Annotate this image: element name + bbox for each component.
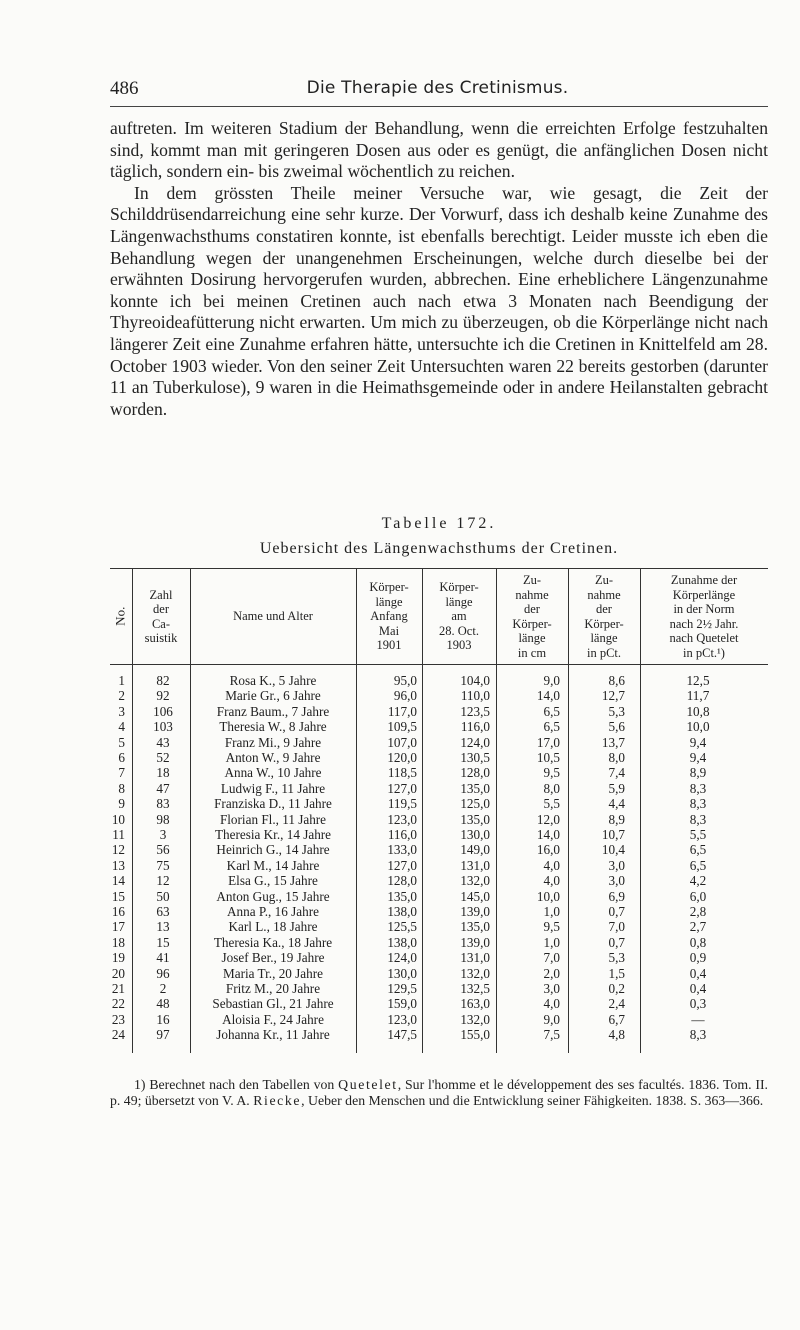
cell-k1: 96,0 [393, 688, 417, 704]
cell-z3: 6,5 [689, 857, 707, 873]
cell-name: Josef Ber., 19 Jahre [221, 950, 325, 966]
cell-k2: 132,0 [460, 965, 490, 981]
cell-name: Maria Tr., 20 Jahre [223, 965, 323, 981]
cell-k1: 159,0 [387, 996, 417, 1012]
cell-no: 13 [111, 857, 125, 873]
cell-k1: 147,5 [387, 1027, 417, 1043]
cell-zahl: 3 [159, 827, 167, 842]
header-rule [110, 106, 768, 107]
cell-name: Elsa G., 15 Jahre [228, 873, 318, 889]
cell-z1: 1,0 [543, 934, 560, 950]
cell-zahl: 16 [156, 1011, 170, 1027]
cell-zahl: 63 [156, 904, 170, 919]
cell-no: 18 [111, 934, 125, 950]
cell-k1: 130,0 [387, 965, 417, 981]
table-row [110, 812, 768, 827]
cell-zahl: 75 [156, 857, 170, 873]
cell-k2: 124,0 [460, 734, 490, 750]
table-row [110, 796, 768, 811]
cell-k1: 128,0 [387, 873, 417, 889]
cell-no: 14 [111, 873, 125, 889]
cell-name: Karl L., 18 Jahre [228, 919, 318, 935]
body-text [110, 118, 768, 420]
table-row [110, 889, 768, 904]
cell-no: 15 [111, 888, 125, 904]
cell-z2: 2,4 [608, 996, 625, 1012]
cell-z2: 0,7 [608, 934, 625, 950]
table-row [110, 1012, 768, 1027]
table-row [110, 842, 768, 857]
cell-z2: 3,0 [608, 857, 625, 873]
cell-z3: 5,5 [689, 827, 707, 842]
table-row [110, 950, 768, 965]
table-row [110, 765, 768, 780]
cell-z1: 2,0 [543, 965, 560, 981]
cell-z1: 1,0 [543, 904, 560, 919]
cell-k1: 107,0 [387, 734, 417, 750]
cell-zahl: 48 [156, 996, 170, 1012]
table-title: Tabelle 172. [381, 515, 497, 532]
footnote-pre: Berechnet nach den Tabellen von [149, 1077, 335, 1092]
cell-z1: 10,0 [536, 888, 560, 904]
cell-k1: 135,0 [387, 888, 417, 904]
table-row [110, 904, 768, 919]
cell-z1: 10,5 [536, 750, 560, 765]
cell-name: Karl M., 14 Jahre [226, 857, 320, 873]
cell-zahl: 13 [156, 919, 170, 935]
cell-z2: 5,3 [608, 703, 625, 719]
cell-zahl: 43 [156, 734, 170, 750]
cell-z2: 5,3 [608, 950, 625, 966]
cell-zahl: 52 [156, 750, 170, 765]
cell-z3: 9,4 [689, 734, 707, 750]
cell-name: Franziska D., 11 Jahre [214, 796, 332, 812]
header-no: No. [112, 606, 128, 627]
cell-no: 7 [118, 765, 125, 781]
cell-z1: 8,0 [543, 780, 560, 796]
cell-zahl: 41 [156, 950, 170, 966]
cell-no: 9 [118, 796, 125, 812]
cell-no: 5 [118, 734, 125, 750]
header-z2: Zu- nahme der Körper- länge in pCt. [584, 573, 624, 660]
cell-no: 8 [118, 780, 125, 796]
cell-name: Ludwig F., 11 Jahre [220, 780, 326, 796]
table-row [110, 935, 768, 950]
cell-k1: 116,0 [387, 827, 417, 842]
page-header [110, 78, 765, 104]
cell-k1: 117,0 [387, 703, 417, 719]
table-row [110, 966, 768, 981]
header-z1: Zu- nahme der Körper- länge in cm [512, 573, 552, 660]
cell-z3: 6,5 [689, 842, 707, 858]
cell-k2: 135,0 [460, 811, 490, 827]
cell-z1: 14,0 [536, 827, 560, 842]
cell-k2: 132,0 [460, 1011, 490, 1027]
cell-z2: 0,2 [608, 981, 625, 996]
footnote [110, 1077, 768, 1109]
table-row [110, 858, 768, 873]
paragraph-1: auftreten. Im weiteren Stadium der Behandlung, wenn die erreichten Erfolge festzuhalten sind, kommt man mit geringeren Dosen aus oder es genügt, die anfänglichen Dosen nicht täglich, sondern ein- bis zweimal wöchentlich zu reichen. [110, 118, 768, 182]
header-k1: Körper- länge Anfang Mai 1901 [369, 580, 409, 653]
table-row [110, 750, 768, 765]
cell-z3: 11,7 [686, 688, 710, 704]
cell-no: 24 [111, 1027, 125, 1043]
cell-z3: 4,2 [689, 873, 707, 889]
table-row [110, 735, 768, 750]
cell-z1: 12,0 [536, 811, 560, 827]
cell-k2: 132,0 [460, 873, 490, 889]
cell-k2: 155,0 [460, 1027, 490, 1043]
cell-k1: 119,5 [387, 796, 417, 812]
cell-name: Sebastian Gl., 21 Jahre [212, 996, 334, 1012]
cell-z3: 8,3 [689, 1027, 707, 1043]
table-row [110, 827, 768, 842]
cell-z3: 0,8 [689, 934, 707, 950]
cell-k2: 110,0 [460, 688, 490, 704]
cell-z1: 4,0 [543, 873, 560, 889]
cell-z3: 8,3 [689, 796, 707, 812]
cell-k2: 130,5 [460, 750, 490, 765]
cell-name: Fritz M., 20 Jahre [225, 981, 321, 996]
table-row [110, 919, 768, 934]
cell-z3: 8,9 [689, 765, 707, 781]
cell-k2: 139,0 [460, 934, 490, 950]
cell-z3: 9,4 [689, 750, 707, 765]
cell-k1: 138,0 [387, 934, 417, 950]
cell-no: 23 [111, 1011, 125, 1027]
table-row [110, 781, 768, 796]
cell-z3: 0,3 [689, 996, 707, 1012]
cell-k1: 124,0 [387, 950, 417, 966]
cell-z3: 6,0 [689, 888, 707, 904]
cell-zahl: 12 [156, 873, 170, 889]
cell-k1: 133,0 [387, 842, 417, 858]
running-title: Die Therapie des Cretinismus. [306, 78, 569, 98]
cell-zahl: 56 [156, 842, 170, 858]
cell-z2: 8,0 [608, 750, 625, 765]
cell-k2: 130,0 [460, 827, 490, 842]
cell-z1: 7,5 [543, 1027, 560, 1043]
table-row [110, 1027, 768, 1042]
table-row [110, 873, 768, 888]
cell-zahl: 98 [156, 811, 170, 827]
cell-no: 2 [118, 688, 125, 704]
cell-no: 3 [118, 703, 125, 719]
footnote-marker: 1) [134, 1077, 146, 1092]
cell-z1: 16,0 [536, 842, 560, 858]
cell-k1: 123,0 [387, 1011, 417, 1027]
cell-k2: 131,0 [460, 950, 490, 966]
cell-zahl: 50 [156, 888, 170, 904]
cell-no: 10 [111, 811, 125, 827]
cell-z3: 8,3 [689, 780, 707, 796]
cell-z1: 6,5 [543, 719, 560, 735]
cell-k2: 128,0 [460, 765, 490, 781]
cell-no: 4 [118, 719, 125, 735]
cell-zahl: 103 [153, 719, 173, 735]
cell-z3: 0,9 [689, 950, 707, 966]
cell-name: Franz Mi., 9 Jahre [224, 734, 322, 750]
cell-zahl: 96 [156, 965, 170, 981]
cell-z1: 17,0 [536, 734, 560, 750]
header-name: Name und Alter [233, 609, 313, 624]
cell-z2: 4,8 [608, 1027, 625, 1043]
cell-z3: — [691, 1011, 705, 1027]
cell-z2: 10,4 [601, 842, 625, 858]
cell-name: Theresia W., 8 Jahre [219, 719, 327, 735]
cell-k1: 95,0 [393, 673, 417, 688]
cell-k1: 109,5 [387, 719, 417, 735]
cell-k1: 125,5 [387, 919, 417, 935]
cell-name: Theresia Kr., 14 Jahre [214, 827, 332, 842]
cell-zahl: 82 [156, 673, 170, 688]
cell-name: Anton W., 9 Jahre [225, 750, 321, 765]
cell-z1: 9,0 [543, 1011, 560, 1027]
cell-name: Franz Baum., 7 Jahre [216, 703, 330, 719]
header-zahl: Zahl der Ca- suistik [144, 587, 178, 645]
cell-z3: 0,4 [689, 981, 707, 996]
cell-zahl: 15 [156, 934, 170, 950]
cell-z2: 6,7 [608, 1011, 625, 1027]
table-row [110, 673, 768, 688]
cell-k2: 149,0 [460, 842, 490, 858]
cell-name: Florian Fl., 11 Jahre [219, 811, 327, 827]
cell-name: Marie Gr., 6 Jahre [225, 688, 321, 704]
cell-zahl: 18 [156, 765, 170, 781]
cell-name: Anna W., 10 Jahre [224, 765, 322, 781]
cell-z2: 5,6 [608, 719, 625, 735]
cell-z1: 4,0 [543, 857, 560, 873]
cell-z3: 12,5 [686, 673, 710, 688]
cell-z2: 12,7 [601, 688, 625, 704]
cell-k2: 163,0 [460, 996, 490, 1012]
cell-k2: 116,0 [460, 719, 490, 735]
cell-name: Anna P., 16 Jahre [227, 904, 319, 919]
table-row [110, 719, 768, 734]
cell-z1: 7,0 [543, 950, 560, 966]
cell-z3: 10,0 [686, 719, 710, 735]
cell-k2: 125,0 [460, 796, 490, 812]
cell-k2: 145,0 [460, 888, 490, 904]
cell-z1: 14,0 [536, 688, 560, 704]
cell-k2: 104,0 [460, 673, 490, 688]
cell-z1: 3,0 [543, 981, 560, 996]
cell-k1: 138,0 [387, 904, 417, 919]
header-z3: Zunahme der Körperlänge in der Norm nach 2½ Jahr. nach Quetelet in pCt.¹) [669, 573, 739, 660]
cell-no: 6 [118, 750, 125, 765]
table-row [110, 981, 768, 996]
table-caption: Uebersicht des Längenwachsthums der Cretinen. [259, 540, 619, 557]
cell-k2: 132,5 [460, 981, 490, 996]
cell-name: Aloisia F., 24 Jahre [222, 1011, 324, 1027]
cell-z2: 6,9 [608, 888, 625, 904]
cell-z1: 9,5 [543, 919, 560, 935]
cell-z2: 3,0 [608, 873, 625, 889]
cell-z1: 5,5 [543, 796, 560, 812]
cell-k2: 139,0 [460, 904, 490, 919]
cell-zahl: 83 [156, 796, 170, 812]
cell-zahl: 106 [153, 703, 173, 719]
cell-zahl: 92 [156, 688, 170, 704]
cell-z2: 10,7 [601, 827, 625, 842]
cell-z2: 7,4 [608, 765, 625, 781]
cell-k1: 120,0 [387, 750, 417, 765]
cell-k1: 127,0 [387, 857, 417, 873]
cell-name: Johanna Kr., 11 Jahre [216, 1027, 330, 1043]
growth-table [110, 568, 768, 1053]
table-header [110, 568, 768, 665]
footnote-post: , Ueber den Menschen und die Entwicklung seiner Fähigkeiten. 1838. S. 363—366. [301, 1093, 764, 1108]
cell-z1: 4,0 [543, 996, 560, 1012]
cell-z3: 10,8 [686, 703, 710, 719]
table-row [110, 704, 768, 719]
header-k2: Körper- länge am 28. Oct. 1903 [439, 580, 479, 653]
cell-name: Rosa K., 5 Jahre [229, 673, 317, 688]
cell-k1: 123,0 [387, 811, 417, 827]
table-row [110, 688, 768, 703]
paragraph-2: In dem grössten Theile meiner Versuche war, wie gesagt, die Zeit der Schilddrüsendarreichung eine sehr kurze. Der Vorwurf, dass ich deshalb keine Zunahme des Längenwachsthums constatiren konnte, ist ebenfalls berechtigt. Leider musste ich eben die Behandlung wegen der unangenehmen Erscheinungen, welche durch dieselbe bei der erwähnten Dosirung hervorgerufen wurden, abbrechen. Eine erheblichere Längenzunahme konnte ich bei meinen Cretinen auch nach etwa 3 Monaten nach Beendigung der Thyreoideafütterung nicht erwarten. Um mich zu überzeugen, ob die Körperlänge nicht nach längerer Zeit eine Zunahme erfahren hätte, untersuchte ich die Cretinen in Knittelfeld am 28. October 1903 wieder. Von den seiner Zeit Untersuchten waren 22 bereits gestorben (darunter 11 an Tuberkulose), 9 waren in die Heimathsgemeinde oder in andere Heilanstalten gebracht worden. [110, 182, 768, 419]
footnote-author-quetelet: Quetelet [338, 1077, 398, 1092]
cell-name: Anton Gug., 15 Jahre [216, 888, 330, 904]
cell-k2: 135,0 [460, 780, 490, 796]
footnote-mid: , Sur l'homme et le développement des ses facultés. 1836. Tom. II. p. 49; übersetzt von V. A. [110, 1077, 768, 1108]
cell-name: Theresia Ka., 18 Jahre [213, 934, 333, 950]
cell-no: 20 [111, 965, 125, 981]
cell-z1: 6,5 [543, 703, 560, 719]
cell-z2: 8,6 [608, 673, 625, 688]
cell-name: Heinrich G., 14 Jahre [216, 842, 330, 858]
cell-no: 21 [111, 981, 125, 996]
cell-zahl: 2 [159, 981, 167, 996]
cell-z2: 13,7 [601, 734, 625, 750]
cell-zahl: 97 [156, 1027, 170, 1043]
footnote-author-riecke: Riecke [253, 1093, 302, 1108]
cell-k1: 118,5 [387, 765, 417, 781]
cell-k2: 131,0 [460, 857, 490, 873]
cell-k2: 135,0 [460, 919, 490, 935]
cell-k2: 123,5 [460, 703, 490, 719]
cell-z2: 7,0 [608, 919, 625, 935]
page-number: 486 [110, 78, 139, 99]
cell-zahl: 47 [156, 780, 170, 796]
cell-z3: 8,3 [689, 811, 707, 827]
cell-k1: 127,0 [387, 780, 417, 796]
cell-no: 17 [111, 919, 125, 935]
cell-z2: 4,4 [608, 796, 625, 812]
cell-z2: 0,7 [608, 904, 625, 919]
cell-no: 22 [111, 996, 125, 1012]
cell-no: 16 [111, 904, 125, 919]
cell-z3: 2,7 [689, 919, 707, 935]
cell-no: 12 [111, 842, 125, 858]
table-row [110, 996, 768, 1011]
cell-z2: 8,9 [608, 811, 625, 827]
cell-no: 11 [112, 827, 125, 842]
cell-z2: 5,9 [608, 780, 625, 796]
cell-z1: 9,5 [543, 765, 560, 781]
cell-z3: 0,4 [689, 965, 707, 981]
cell-z3: 2,8 [689, 904, 707, 919]
cell-no: 19 [111, 950, 125, 966]
cell-no: 1 [118, 673, 125, 688]
table-body [110, 665, 768, 1053]
cell-z1: 9,0 [543, 673, 560, 688]
cell-z2: 1,5 [608, 965, 625, 981]
cell-k1: 129,5 [387, 981, 417, 996]
